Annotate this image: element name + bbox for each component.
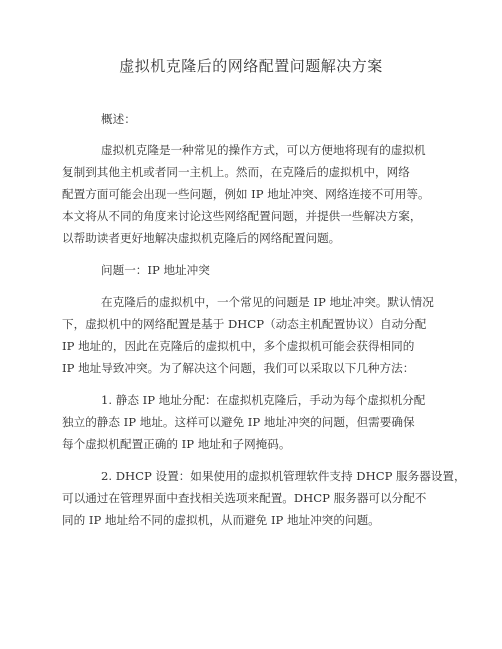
text-line: IP 地址导致冲突。为了解决这个问题，我们可以采取以下几种方法： [62, 361, 415, 375]
text-line: 虚拟机克隆是一种常见的操作方式，可以方便地将现有的虚拟机 [101, 143, 426, 157]
text-line: 下，虚拟机中的网络配置是基于 DHCP（动态主机配置协议）自动分配 [62, 317, 427, 331]
text-line: 配置方面可能会出现一些问题，例如 IP 地址冲突、网络连接不可用等。 [62, 187, 430, 201]
text-line: 可以通过在管理界面中查找相关选项来配置。DHCP 服务器可以分配不 [62, 491, 427, 505]
text-line: 独立的静态 IP 地址。这样可以避免 IP 地址冲突的问题，但需要确保 [62, 415, 415, 429]
document-title: 虚拟机克隆后的网络配置问题解决方案 [119, 57, 383, 75]
text-line: 复制到其他主机或者同一主机上。然而，在克隆后的虚拟机中，网络 [62, 165, 410, 179]
text-line: 在克隆后的虚拟机中，一个常见的问题是 IP 地址冲突。默认情况 [101, 295, 434, 309]
text-line: 同的 IP 地址给不同的虚拟机，从而避免 IP 地址冲突的问题。 [62, 513, 380, 527]
text-line: 概述： [101, 112, 136, 126]
text-line: IP 地址的，因此在克隆后的虚拟机中，多个虚拟机可能会获得相同的 [62, 339, 415, 353]
list-item: 1. 静态 IP 地址分配：在虚拟机克隆后，手动为每个虚拟机分配 [101, 393, 426, 407]
text-line: 本文将从不同的角度来讨论这些网络配置问题，并提供一些解决方案， [62, 209, 422, 223]
section-heading: 问题一：IP 地址冲突 [101, 263, 210, 277]
list-item: 2. DHCP 设置：如果使用的虚拟机管理软件支持 DHCP 服务器设置， [101, 469, 466, 483]
text-line: 每个虚拟机配置正确的 IP 地址和子网掩码。 [62, 437, 291, 451]
text-line: 以帮助读者更好地解决虚拟机克隆后的网络配置问题。 [62, 231, 341, 245]
